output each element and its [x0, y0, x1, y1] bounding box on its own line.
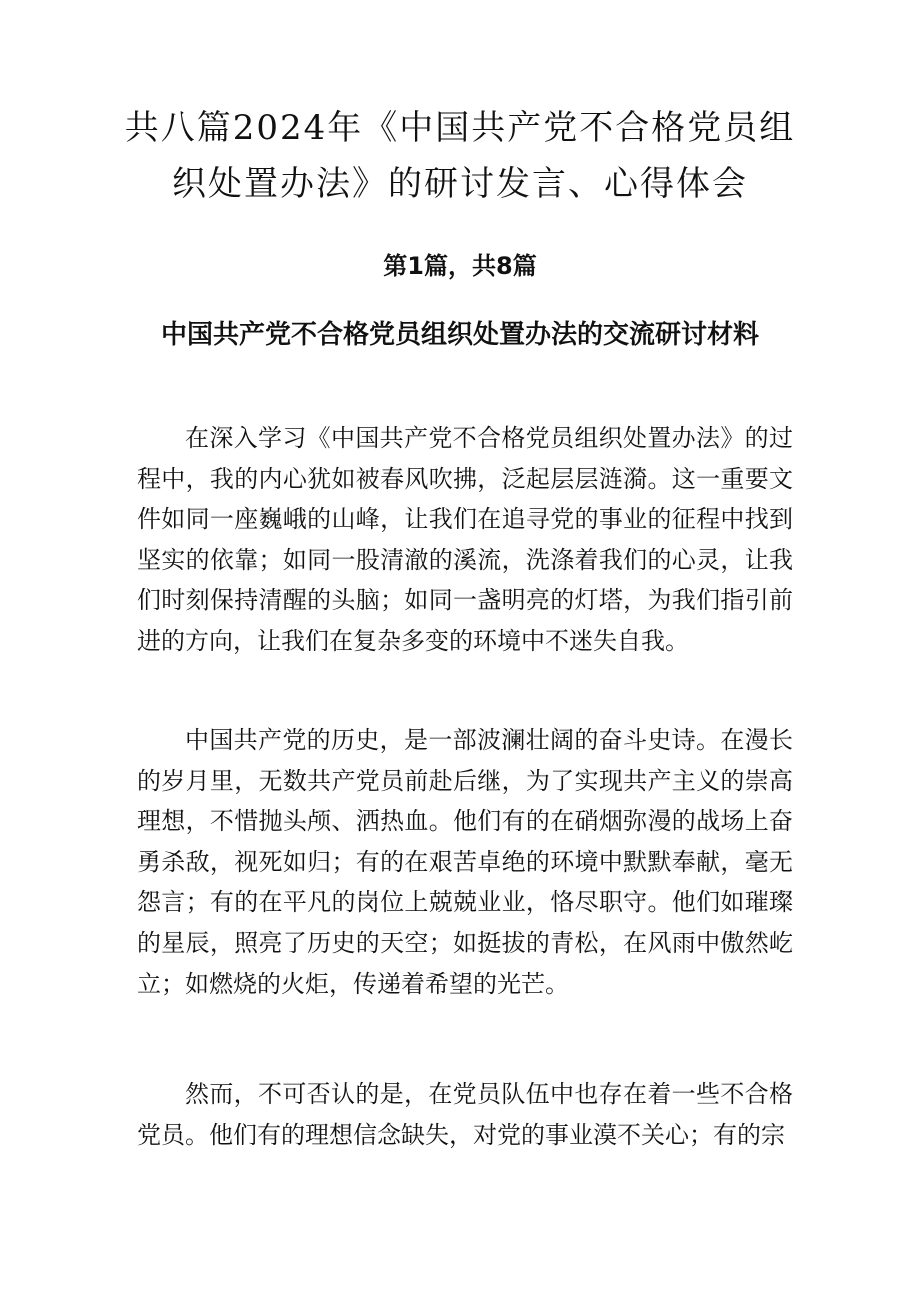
document-title: 共八篇2024年《中国共产党不合格党员组织处置办法》的研讨发言、心得体会: [124, 108, 796, 204]
part-heading: 第1篇，共8篇: [383, 252, 537, 280]
body-paragraph-3: 然而，不可否认的是，在党员队伍中也存在着一些不合格党员。他们有的理想信念缺失，对党的事业漠不关心；有的宗: [137, 1080, 793, 1149]
body-paragraph-1: 在深入学习《中国共产党不合格党员组织处置办法》的过程中，我的内心犹如被春风吹拂，泛起层层涟漪。这一重要文件如同一座巍峨的山峰，让我们在追寻党的事业的征程中找到坚实的依靠；如同一股清澈的溪流，洗涤着我们的心灵，让我们时刻保持清醒的头脑；如同一盏明亮的灯塔，为我们指引前进的方向，让我们在复杂多变的环境中不迷失自我。: [137, 424, 793, 655]
article-title: 中国共产党不合格党员组织处置办法的交流研讨材料: [160, 320, 759, 350]
body-paragraph-2: 中国共产党的历史，是一部波澜壮阔的奋斗史诗。在漫长的岁月里，无数共产党员前赴后继，为了实现共产主义的崇高理想，不惜抛头颅、洒热血。他们有的在硝烟弥漫的战场上奋勇杀敌，视死如归；有的在艰苦卓绝的环境中默默奉献，毫无怨言；有的在平凡的岗位上兢兢业业，恪尽职守。他们如璀璨的星辰，照亮了历史的天空；如挺拔的青松，在风雨中傲然屹立；如燃烧的火炬，传递着希望的光芒。: [137, 726, 793, 998]
